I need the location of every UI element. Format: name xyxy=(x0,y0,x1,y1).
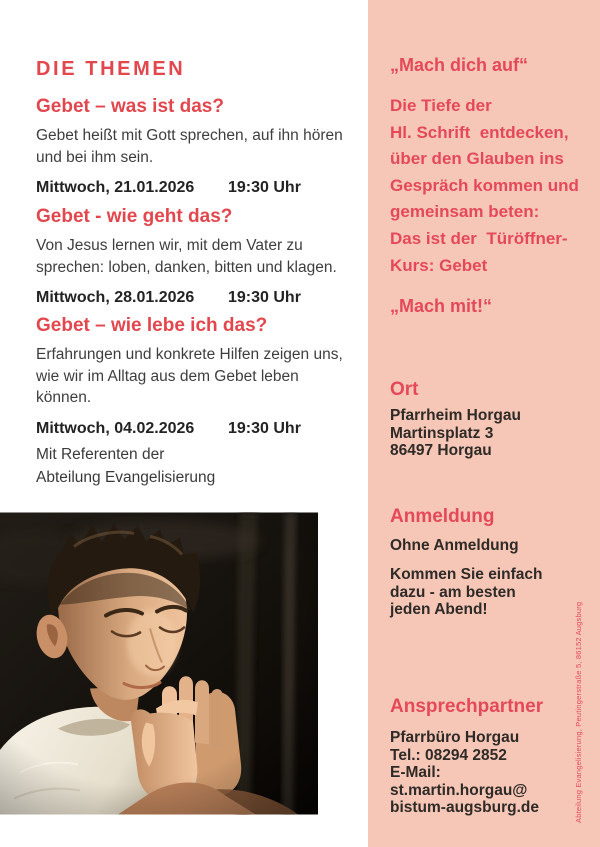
anmeldung-info2 xyxy=(390,566,590,619)
topic-heading: Gebet – wie lebe ich das? xyxy=(36,315,268,336)
intro-text xyxy=(390,93,590,279)
topic-section-3 xyxy=(36,315,358,438)
topic-date-row xyxy=(36,420,358,438)
contact-line: Tel.: 08294 2852 xyxy=(390,746,507,764)
intro-line: Hl. Schrift entdecken, xyxy=(390,122,569,142)
intro-line: Das ist der Türöffner- xyxy=(390,228,568,248)
topic-text-line: Von Jesus lernen wir, mit dem Vater zu xyxy=(36,237,303,254)
contact-line: Pfarrbüro Horgau xyxy=(390,729,520,746)
intro-line: über den Glauben ins xyxy=(390,149,564,169)
intro-line: Die Tiefe der xyxy=(390,96,492,115)
quote-mach-dich-auf: „Mach dich auf“ xyxy=(390,55,529,75)
topic-section-2 xyxy=(36,206,358,307)
topic-time: 19:30 Uhr xyxy=(228,419,301,437)
topic-section-1 xyxy=(36,96,358,197)
ort-line: 86497 Horgau xyxy=(390,442,492,460)
page-title: DIE THEMEN xyxy=(36,58,186,80)
topic-text-line: sprechen: loben, danken, bitten und klagen. xyxy=(36,258,337,276)
anmeldung-heading: Anmeldung xyxy=(390,506,495,527)
topic-text-line: und bei ihm sein. xyxy=(36,148,154,166)
contact-line: st.martin.horgau@ xyxy=(390,781,528,799)
topic-text-line: wie wir im Alltag aus dem Gebet leben können. xyxy=(36,367,299,407)
anmeldung-line: jeden Abend! xyxy=(390,601,488,619)
topic-heading: Gebet – was ist das? xyxy=(36,96,224,117)
referent-note xyxy=(36,444,358,489)
ort-line: Martinsplatz 3 xyxy=(390,424,494,442)
topic-heading: Gebet - wie geht das? xyxy=(36,206,233,227)
topic-date-row xyxy=(36,179,358,197)
ort-address xyxy=(390,407,590,460)
anmeldung-line: Kommen Sie einfach xyxy=(390,566,543,583)
topic-date: Mittwoch, 28.01.2026 xyxy=(36,289,195,307)
anmeldung-line: dazu - am besten xyxy=(390,583,516,601)
imprint-vertical-text: Abteilung Evangelisierung, Peutingerstraße 5, 86152 Augsburg xyxy=(574,601,583,823)
anmeldung-info1 xyxy=(390,537,590,555)
contact-line: E-Mail: xyxy=(390,764,441,782)
topic-time: 19:30 Uhr xyxy=(228,179,301,197)
intro-line: Gespräch kommen und xyxy=(390,175,579,195)
topic-date: Mittwoch, 04.02.2026 xyxy=(36,419,195,437)
praying-boy-photo xyxy=(0,512,318,815)
ort-line: Pfarrheim Horgau xyxy=(390,407,521,424)
referent-line: Abteilung Evangelisierung xyxy=(36,468,216,486)
ort-heading: Ort xyxy=(390,379,419,400)
contact-line: bistum-augsburg.de xyxy=(390,799,539,817)
ansprechpartner-heading: Ansprechpartner xyxy=(390,696,544,717)
referent-line: Mit Referenten der xyxy=(36,446,165,463)
topic-date-row xyxy=(36,289,358,307)
intro-line: gemeinsam beten: xyxy=(390,202,540,222)
anmeldung-line: Ohne Anmeldung xyxy=(390,537,519,554)
topic-time: 19:30 Uhr xyxy=(228,289,301,307)
contact-info xyxy=(390,729,590,817)
topic-date: Mittwoch, 21.01.2026 xyxy=(36,179,195,197)
pink-panel xyxy=(368,0,600,847)
quote-mach-mit: „Mach mit!“ xyxy=(390,296,493,316)
intro-line: Kurs: Gebet xyxy=(390,255,488,275)
topic-text-line: Erfahrungen und konkrete Hilfen zeigen uns, xyxy=(36,346,343,363)
topic-text-line: Gebet heißt mit Gott sprechen, auf ihn hören xyxy=(36,127,343,144)
